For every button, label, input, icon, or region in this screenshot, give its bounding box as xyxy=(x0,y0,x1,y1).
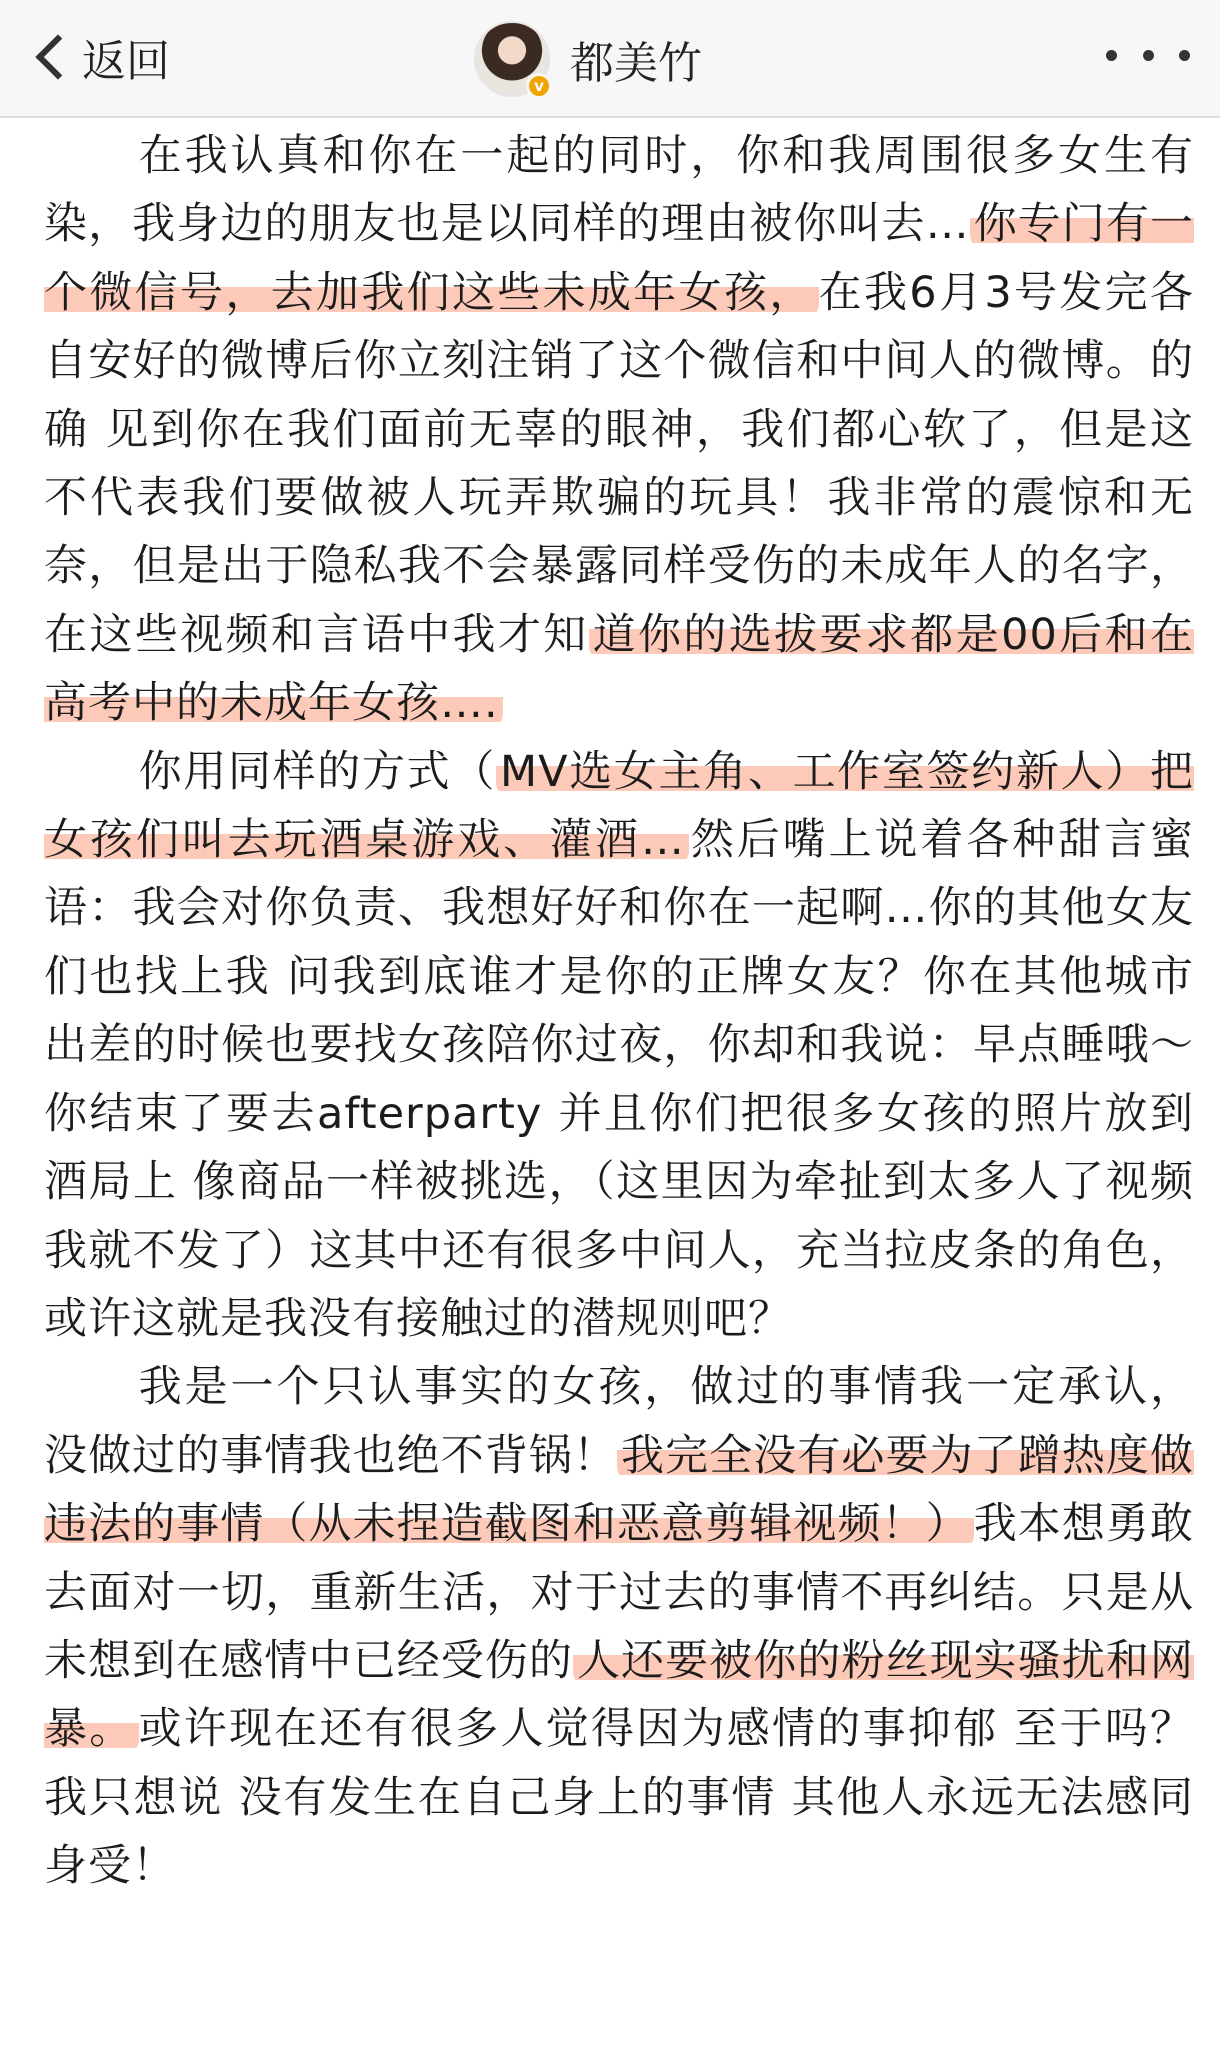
back-label: 返回 xyxy=(82,36,170,87)
post-paragraph xyxy=(44,1353,1194,1900)
post-paragraph xyxy=(44,122,1194,738)
chevron-left-icon xyxy=(35,34,80,79)
post-content xyxy=(44,122,1194,1901)
post-paragraph xyxy=(44,738,1194,1354)
more-horizontal-icon xyxy=(1179,50,1190,61)
profile-header[interactable] xyxy=(474,16,702,102)
paragraph-text: 然后嘴上说着各种甜言蜜语：我会对你负责、我想好好和你在一起啊…你的其他女友们也找上我 问我到底谁才是你的正牌女友？你在其他城市出差的时候也要找女孩陪你过夜，你却和我说：早点睡哦～你结束了要去afterparty 并且你们把很多女孩的照片放到酒局上 像商品一样被挑选，（这里因为牵扯到太多人了视频我就不发了）这其中还有很多中间人，充当拉皮条的角色，或许这就是我没有接触过的潜规则吧？ xyxy=(44,815,1195,1344)
paragraph-text: 我本想勇敢去面对一切，重新生活，对于过去的事情不再纠结。只是从未想到在感情中已经受伤的 xyxy=(44,1499,1195,1686)
paragraph-text: 你用同样的方式（ xyxy=(138,746,497,797)
username[interactable]: 都美竹 xyxy=(570,38,702,89)
highlighted-text: 道你的选拔要求都是00后和在高考中的未成年女孩…. xyxy=(44,609,1194,729)
highlighted-text: MV选女主角、工作室签约新人）把女孩们叫去玩酒桌游戏、灌酒… xyxy=(44,746,1195,866)
paragraph-text: 我是一个只认事实的女孩，做过的事情我一定承认，没做过的事情我也绝不背锅！ xyxy=(44,1362,1194,1481)
paragraph-text: 在我认真和你在一起的同时，你和我周围很多女生有染，我身边的朋友也是以同样的理由被你叫去… xyxy=(44,131,1194,250)
back-button[interactable] xyxy=(30,24,170,90)
verified-badge-icon: v xyxy=(526,73,552,99)
highlighted-text: 我完全没有必要为了蹭热度做违法的事情（从未捏造截图和恶意剪辑视频！） xyxy=(44,1430,1195,1550)
highlighted-text: 人还要被你的粉丝现实骚扰和网暴。 xyxy=(44,1635,1195,1755)
highlighted-text: 你专门有一个微信号，去加我们这些未成年女孩， xyxy=(44,199,1195,318)
more-horizontal-icon xyxy=(1106,50,1117,61)
more-horizontal-icon xyxy=(1143,50,1154,61)
more-options-button[interactable] xyxy=(1106,30,1190,80)
paragraph-text: 或许现在还有很多人觉得因为感情的事抑郁 至于吗？我只想说 没有发生在自己身上的事情 其他人永远无法感同身受！ xyxy=(44,1704,1195,1892)
paragraph-text: 在我6月3号发完各自安好的微博后你立刻注销了这个微信和中间人的微博。的确 见到你在我们面前无辜的眼神，我们都心软了，但是这不代表我们要做被人玩弄欺骗的玩具！我非常的震惊和无奈，但是出于隐私我不会暴露同样受伤的未成年人的名字，在这些视频和言语中我才知 xyxy=(44,267,1195,660)
navigation-bar xyxy=(0,0,1220,118)
avatar[interactable] xyxy=(474,21,550,97)
